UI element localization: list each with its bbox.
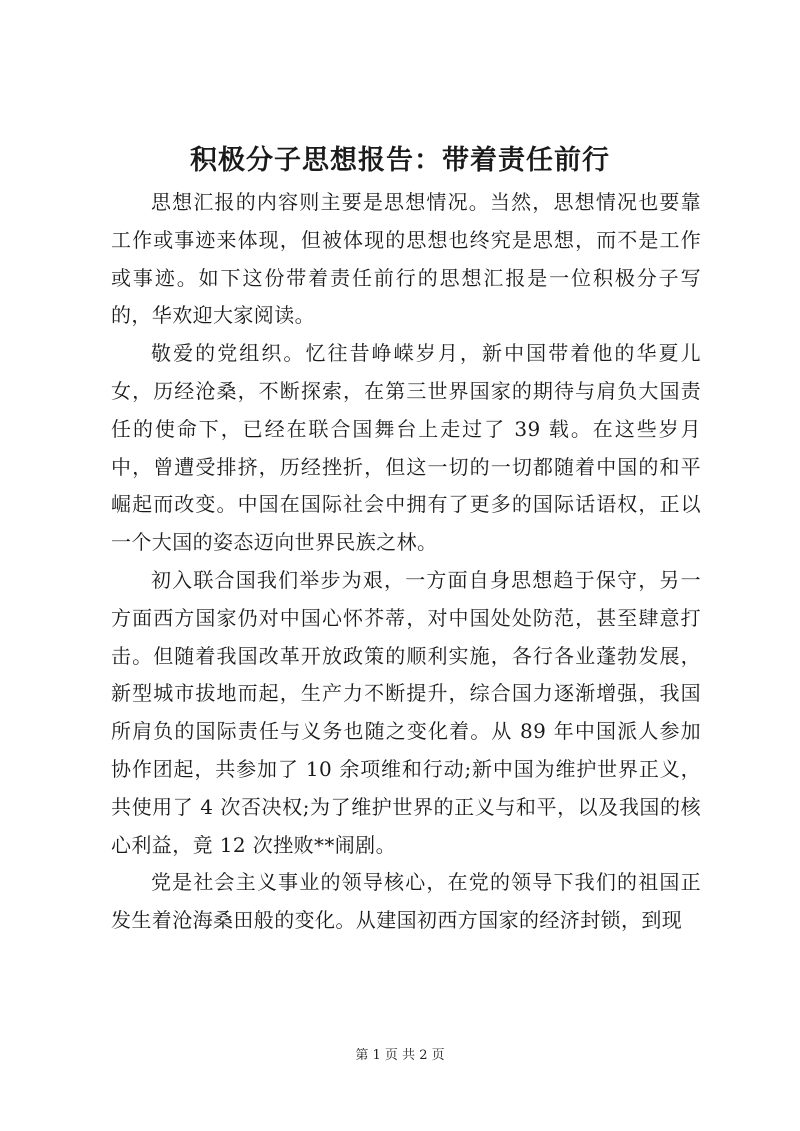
paragraph-salutation: 敬爱的党组织。忆往昔峥嵘岁月，新中国带着他的华夏儿女，历经沧桑，不断探索，在第三世界国家的期待与肩负大国责任的使命下，已经在联合国舞台上走过了 39 载。在这些岁月中，曾遭受排挤，历经挫折，但这一切的一切都随着中国的和平崛起而改变。中国在国际社会中拥有了更多的国际话语权，正以一个大国的姿态迈向世界民族之林。 [111, 341, 701, 555]
paragraph-party-leadership: 党是社会主义事业的领导核心，在党的领导下我们的祖国正发生着沧海桑田般的变化。从建国初西方国家的经济封锁，到现 [111, 870, 701, 933]
paragraph-un-history: 初入联合国我们举步为艰，一方面自身思想趋于保守，另一方面西方国家仍对中国心怀芥蒂，对中国处处防范，甚至肆意打击。但随着我国改革开放政策的顺利实施，各行各业蓬勃发展，新型城市拔地而起，生产力不断提升，综合国力逐渐增强，我国所肩负的国际责任与义务也随之变化着。从 89 年中国派人参加协作团起，共参加了 10 余项维和行动;新中国为维护世界正义，共使用了 4 次否决权;为了维护世界的正义与和平，以及我国的核心利益，竟 12 次挫败**闹剧。 [111, 567, 701, 857]
document-title: 积极分子思想报告：带着责任前行 [190, 145, 610, 176]
document-body [111, 184, 701, 940]
paragraph-intro: 思想汇报的内容则主要是思想情况。当然，思想情况也要靠工作或事迹来体现，但被体现的思想也终究是思想，而不是工作或事迹。如下这份带着责任前行的思想汇报是一位积极分子写的，华欢迎大家阅读。 [111, 190, 701, 328]
page-footer: 第 1 页 共 2 页 [355, 1048, 445, 1063]
